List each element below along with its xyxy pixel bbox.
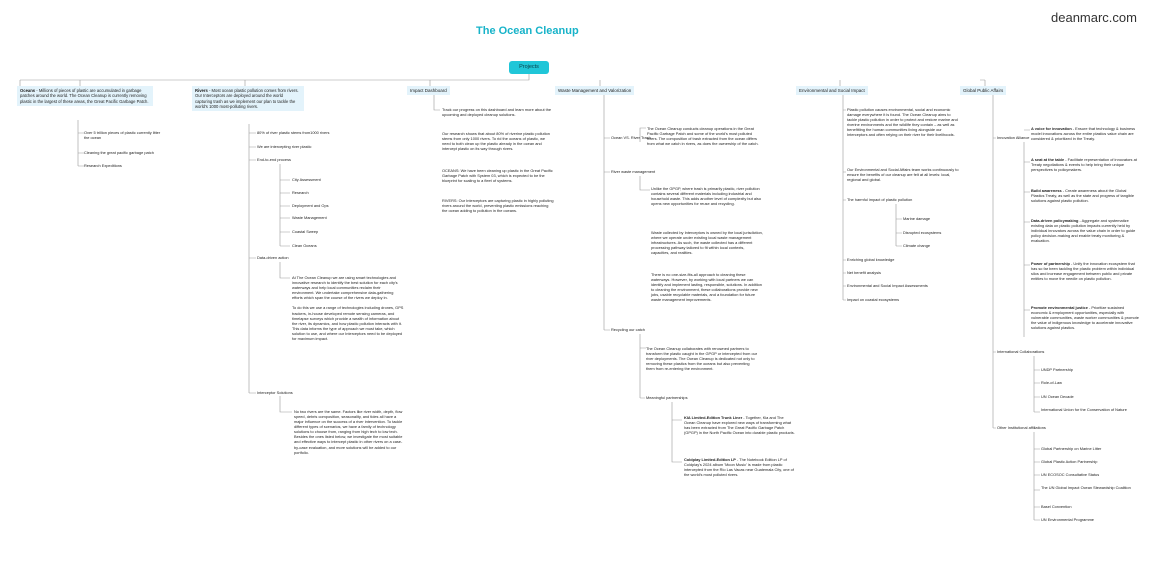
interceptor-node[interactable]: Interceptor Solutions bbox=[257, 390, 293, 395]
meaningful-partnerships-node[interactable]: Meaningful partnerships bbox=[646, 395, 688, 400]
site-watermark: deanmarc.com bbox=[1051, 10, 1137, 25]
process-step[interactable]: Coastal Sweep bbox=[292, 229, 319, 234]
env-item[interactable]: Enriching global knowledge bbox=[847, 257, 895, 262]
harmful-impact-item[interactable]: Marine damage bbox=[903, 216, 931, 221]
innovation-item[interactable] bbox=[1031, 261, 1139, 281]
data-driven-text: At The Ocean Cleanup we are using smart technologies and innovative research to identify the best solution for each city's waterways and help local communities reclaim their environment. We undertake comprehensive data-gathering efforts which span the course of the rivers we deploy in. To do this we use a range of technologies including drones, GPS trackers, in-house developed remote sensing cameras, and timelapse surveys which provide a wealth of information about the river, its dynamics, and how plastic pollution interacts with it. This data informs the type of approach we must take, which solution to use, and where our Interceptors need to be deployed for maximum impact. bbox=[292, 275, 404, 341]
oceans-item[interactable]: Over 5 trillion pieces of plastic currently litter the ocean bbox=[84, 130, 161, 141]
env-item[interactable]: Net benefit analysis bbox=[847, 270, 881, 275]
oceans-title: Oceans bbox=[20, 88, 36, 93]
affiliation-item[interactable]: UN Environmental Programme bbox=[1041, 517, 1094, 522]
innovation-alliance-node[interactable]: Innovation Alliance bbox=[997, 135, 1030, 140]
rivers-title: Rivers bbox=[195, 88, 208, 93]
rivers-node[interactable] bbox=[192, 86, 304, 111]
root-node-projects[interactable]: Projects bbox=[509, 61, 549, 74]
international-collaborations-node[interactable]: International Collaborations bbox=[997, 349, 1045, 354]
rivers-description: - Most ocean plastic pollution comes from rivers. Our Interceptors are deployed around the world capturing trash as we implement our plan to tackle the world's 1000 most-polluting rivers. bbox=[195, 88, 299, 109]
harmful-impact-node[interactable]: The harmful impact of plastic pollution bbox=[847, 197, 913, 202]
env-item[interactable]: Environmental and Social Impact Assessments bbox=[847, 283, 928, 288]
impact-text: Track our progress on this dashboard and learn more about the upcoming and deployed cleanup solutions. bbox=[442, 107, 552, 118]
process-step[interactable]: Deployment and Ops bbox=[292, 203, 329, 208]
waste-management-node[interactable]: Waste Management and Valorization bbox=[555, 86, 634, 95]
harmful-impact-item[interactable]: Disrupted ecosystems bbox=[903, 230, 942, 235]
rivers-item[interactable]: We are intercepting river plastic bbox=[257, 144, 312, 149]
river-waste-text: There is no one-size-fits-all approach to cleaning these waterways. However, by working with local partners we can identify and implement lasting, responsible, solutions. In addition to cleaning the environment, these collaborations provide new jobs, usable recyclable materials, and a foundation for future waste management improvements. bbox=[651, 272, 762, 303]
innovation-item-title: Build awareness bbox=[1031, 188, 1062, 193]
collaboration-item[interactable]: Role-of-Law bbox=[1041, 380, 1062, 385]
env-text: Plastic pollution causes environmental, social and economic damage everywhere it is found. The Ocean Cleanup aims to tackle plastic pollution in order to protect and restore marine and riverine environments and the wildlife they contain – as well as benefitting the human communities living alongside our Interceptors and often relying on their river for their livelihoods. bbox=[847, 107, 958, 138]
process-step[interactable]: Research bbox=[292, 190, 309, 195]
oceans-description: - Millions of pieces of plastic are accumulated in garbage patches around the world. The Ocean Cleanup is currently removing plastic in the largest of these areas, the Great Pacific Garbage Patch. bbox=[20, 88, 149, 104]
impact-text: Our research shows that about 80% of riverine plastic pollution stems from only 1000 rivers. To rid the oceans of plastic, we need to both clean up the plastic already in the ocean and intercept plastic on its way through rivers. bbox=[442, 131, 550, 152]
innovation-item-text: - Prioritize sustained economic & employment opportunities, especially with vulnerable communities, waste worker communities & promote the value of indigenous knowledge to accelerate innovative solutions against plastics. bbox=[1031, 305, 1139, 331]
river-waste-text: Unlike the GPGP, where trash is primarily plastic, river pollution contains several different materials including industrial and household waste. This adds another level of complexity but also opens new opportunities for reuse and recycling. bbox=[651, 186, 762, 207]
env-text: Our Environmental and Social Affairs team works continuously to ensure the benefits of our cleanup are felt at all levels: local, regional and global. bbox=[847, 167, 959, 183]
innovation-item[interactable] bbox=[1031, 157, 1139, 172]
innovation-item-title: A voice for innovation bbox=[1031, 126, 1072, 131]
process-step[interactable]: Waste Management bbox=[292, 215, 327, 220]
innovation-item[interactable] bbox=[1031, 126, 1139, 141]
innovation-item-text: - Facilitate representation of innovators at Treaty negotiations & events to help bring their unique perspectives to policymakers. bbox=[1031, 157, 1137, 173]
coldplay-title: Coldplay Limited-Edition LP bbox=[684, 457, 736, 462]
impact-dashboard-node[interactable]: Impact Dashboard bbox=[407, 86, 450, 95]
kia-title: KIA Limited-Edition Trunk Liner bbox=[684, 415, 743, 420]
recycling-node[interactable]: Recycling our catch bbox=[611, 327, 645, 332]
kia-description: - Together, Kia and The Ocean Cleanup have explored new ways of transforming what has been extracted from The Great Pacific Garbage Patch (GPGP) in the North Pacific Ocean into durable plastic products. bbox=[684, 415, 795, 436]
affiliation-item[interactable]: Global Plastic Action Partnership bbox=[1041, 459, 1098, 464]
innovation-item[interactable] bbox=[1031, 188, 1139, 203]
affiliation-item[interactable]: Global Partnership on Marine Litter bbox=[1041, 446, 1102, 451]
affiliation-item[interactable]: The UN Global Impact Ocean Stewardship Coalition bbox=[1041, 485, 1131, 490]
innovation-item[interactable] bbox=[1031, 218, 1139, 243]
innovation-item-text: - Create awareness about the Global Plastics Treaty, as well as the state and progress of tangible solutions against plastic pollution. bbox=[1031, 188, 1135, 204]
kia-partnership[interactable] bbox=[684, 415, 796, 435]
oceans-item[interactable]: Cleaning the great pacific garbage patch bbox=[84, 150, 154, 155]
diagram-title: The Ocean Cleanup bbox=[476, 25, 579, 37]
data-driven-node[interactable]: Data-driven action bbox=[257, 255, 289, 260]
harmful-impact-item[interactable]: Climate change bbox=[903, 243, 931, 248]
river-waste-node[interactable]: River waste management bbox=[611, 169, 656, 174]
innovation-item-title: A seat at the table bbox=[1031, 157, 1065, 162]
oceans-item[interactable]: Research Expeditions bbox=[84, 163, 122, 168]
innovation-item-text: - Aggregate and systematize existing data on plastic pollution impacts currently held by individual innovators across the value chain in order to guide policy decision-making and enable treaty monitoring & evaluation. bbox=[1031, 218, 1136, 244]
env-social-impact-node[interactable]: Environmental and Social Impact bbox=[796, 86, 868, 95]
coldplay-description: - The Notebook Edition LP of Coldplay's 2024 album 'Moon Music' is made from plastic intercepted from the Rio Las Vacas near Guatemala City, one of the world's most polluted rivers. bbox=[684, 457, 794, 478]
innovation-item-text: - Unify the innovation ecosystem that has so far been tackling the plastic problem within individual silos and increase engagement between public and private entities to move the needle on plastic pollution. bbox=[1031, 261, 1135, 282]
collaboration-item[interactable]: UNDP Partnership bbox=[1041, 367, 1073, 372]
river-waste-text: Waste collected by Interceptors is owned by the local jurisdiction, where we operate under existing local waste management infrastructures. As such, the waste collected has a different processing pathway tailored to fit within local contexts, capacities, and realities. bbox=[651, 230, 763, 256]
coldplay-partnership[interactable] bbox=[684, 457, 796, 477]
oceans-node[interactable] bbox=[17, 86, 153, 106]
process-step[interactable]: Clean Oceans bbox=[292, 243, 317, 248]
innovation-item-title: Power of partnership bbox=[1031, 261, 1070, 266]
env-item[interactable]: Impact on coastal ecosystems bbox=[847, 297, 900, 302]
impact-text: OCEANS: We have been cleaning up plastic in the Great Pacific Garbage Patch with System 03, which is expected to be the blueprint for scaling to a fleet of systems. bbox=[442, 168, 553, 184]
affiliation-item[interactable]: UN ECOSOC Consultative Status bbox=[1041, 472, 1100, 477]
rivers-item[interactable]: 80% of river plastic stems from1000 rivers bbox=[257, 130, 330, 135]
ocean-vs-river-node[interactable]: Ocean VS. River Trash bbox=[611, 135, 651, 140]
innovation-item-title: Promote environmental justice bbox=[1031, 305, 1088, 310]
innovation-item-title: Data-driven policymaking bbox=[1031, 218, 1079, 223]
ocean-vs-river-text: The Ocean Cleanup conducts cleanup operations in the Great Pacific Garbage Patch and some of the world's most polluted rivers. The composition of trash extracted from the ocean differs from what we catch in rivers, as does the ownership of the catch. bbox=[647, 126, 759, 147]
global-public-affairs-node[interactable]: Global Public Affairs bbox=[960, 86, 1006, 95]
affiliation-item[interactable]: Basel Convention bbox=[1041, 504, 1072, 509]
innovation-item[interactable] bbox=[1031, 305, 1139, 330]
process-step[interactable]: City Assessment bbox=[292, 177, 321, 182]
innovation-item-text: - Ensure that technology & business model innovations across the entire plastics value chain are considered & prioritized in the Treaty. bbox=[1031, 126, 1136, 142]
impact-text: RIVERS: Our Interceptors are capturing plastic in highly polluting rivers around the world, preventing plastic emissions reaching the ocean adding to pollution in the oceans. bbox=[442, 198, 554, 214]
recycling-text: The Ocean Cleanup collaborates with renowned partners to transform the plastic caught in the GPGP or intercepted from our river deployments. The Ocean Cleanup is dedicated not only to removing these plastics from the oceans but also preventing them from re-entering the environment. bbox=[646, 346, 758, 372]
rivers-item[interactable]: End-to-end process bbox=[257, 157, 291, 162]
other-affiliations-node[interactable]: Other Institutional affiliations bbox=[997, 425, 1046, 430]
collaboration-item[interactable]: International Union for the Conservation of Nature bbox=[1041, 407, 1127, 412]
collaboration-item[interactable]: UN Ocean Decade bbox=[1041, 394, 1074, 399]
interceptor-text: No two rivers are the same. Factors like river width, depth, flow speed, debris composition, seasonality, and tides all have a major influence on the success of a river intervention. To tackle different types of scenarios, we have a family of technology solutions to choose from, ranging from high tech to low tech. Besides the ones listed below, we investigate the most suitable and effective ways to intercept plastic in other rivers on a case-by-case evaluation, and more solutions will be added to our portfolio. bbox=[294, 409, 403, 455]
